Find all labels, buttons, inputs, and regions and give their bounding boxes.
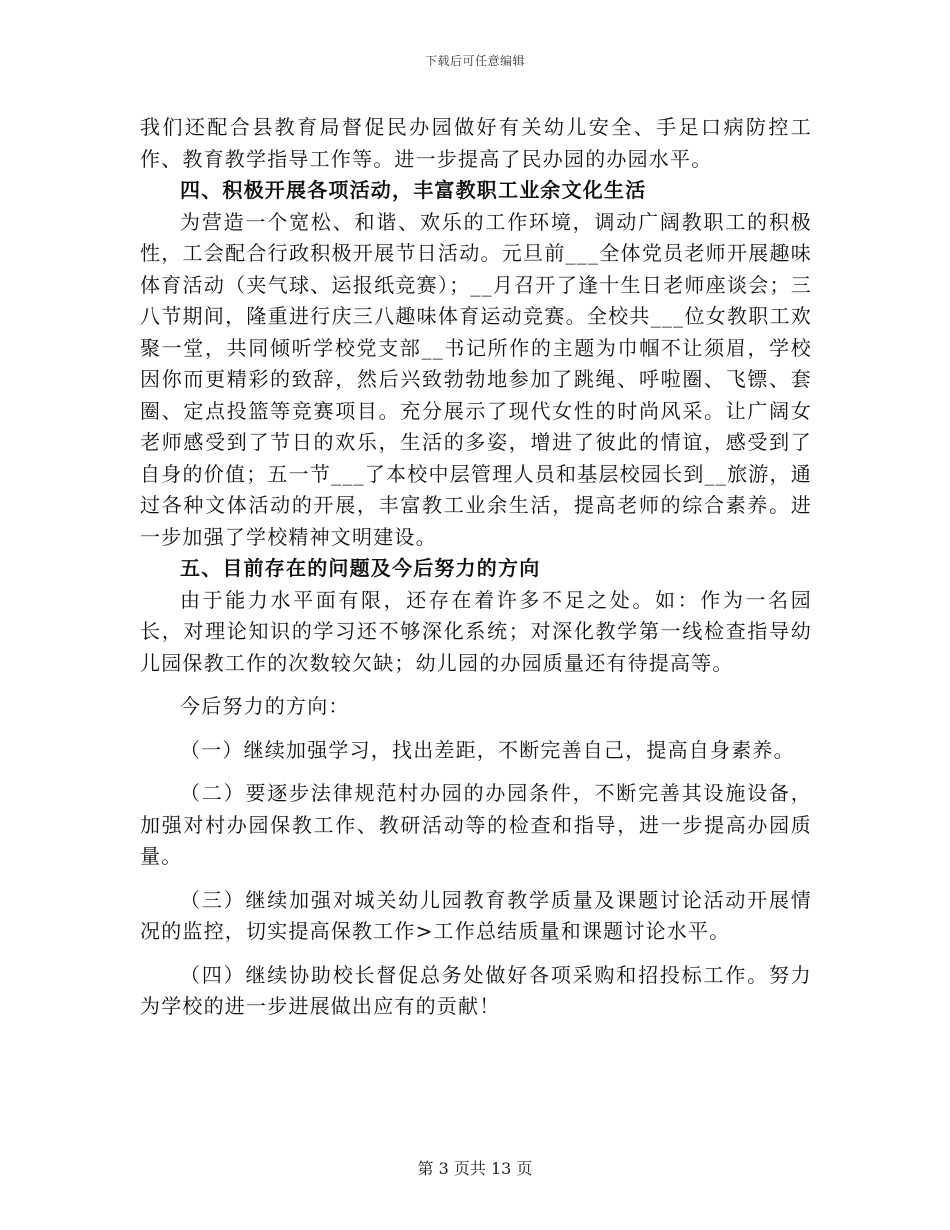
list-item-3: （三）继续加强对城关幼儿园教育教学质量及课题讨论活动开展情况的监控，切实提高保教工作>工作总结质量和课题讨论水平。 [140, 887, 812, 943]
paragraph-activities: 为营造一个宽松、和谐、欢乐的工作环境，调动广阔教职工的积极性，工会配合行政积极开展节日活动。元旦前___全体党员老师开展趣味体育活动（夹气球、运报纸竞赛）；__月召开了逢十生日老师座谈会；三八节期间，隆重进行庆三八趣味体育运动竞赛。全校共___位女教职工欢聚一堂，共同倾听学校党支部__书记所作的主题为巾帼不让须眉，学校因你而更精彩的致辞，然后兴致勃勃地参加了跳绳、呼啦圈、飞镖、套圈、定点投篮等竞赛项目。充分展示了现代女性的时尚风采。让广阔女老师感受到了节日的欢乐，生活的多姿，增进了彼此的情谊，感受到了自身的价值；五一节___了本校中层管理人员和基层校园长到__旅游，通过各种文体活动的开展，丰富教工业余生活，提高老师的综合素养。进一步加强了学校精神文明建设。 [140, 209, 812, 549]
page-header: 下载后可任意编辑 [424, 54, 525, 68]
page-number: 第 3 页共 13 页 [417, 1159, 533, 1178]
list-item-2: （二）要逐步法律规范村办园的办园条件，不断完善其设施设备，加强对村办园保教工作、教研活动等的检查和指导，进一步提高办园质量。 [140, 781, 812, 868]
section-heading-5: 五、目前存在的问题及今后努力的方向 [180, 556, 541, 580]
paragraph-future-direction: 今后努力的方向： [180, 694, 350, 718]
paragraph-shortcomings: 由于能力水平面有限，还存在着许多不足之处。如：作为一名园长，对理论知识的学习还不够深化系统；对深化教学第一线检查指导幼儿园保教工作的次数较欠缺；幼儿园的办园质量还有待提高等。 [140, 587, 812, 675]
document-body [140, 112, 812, 1023]
paragraph-continuation: 我们还配合县教育局督促民办园做好有关幼儿安全、手足口病防控工作、教育教学指导工作等。进一步提高了民办园的办园水平。 [140, 115, 812, 171]
list-item-1: （一）继续加强学习，找出差距，不断完善自己，提高自身素养。 [180, 737, 795, 762]
section-heading-4: 四、积极开展各项活动，丰富教职工业余文化生活 [180, 178, 647, 202]
list-item-4: （四）继续协助校长督促总务处做好各项采购和招投标工作。努力为学校的进一步进展做出应有的贡献！ [140, 962, 812, 1018]
